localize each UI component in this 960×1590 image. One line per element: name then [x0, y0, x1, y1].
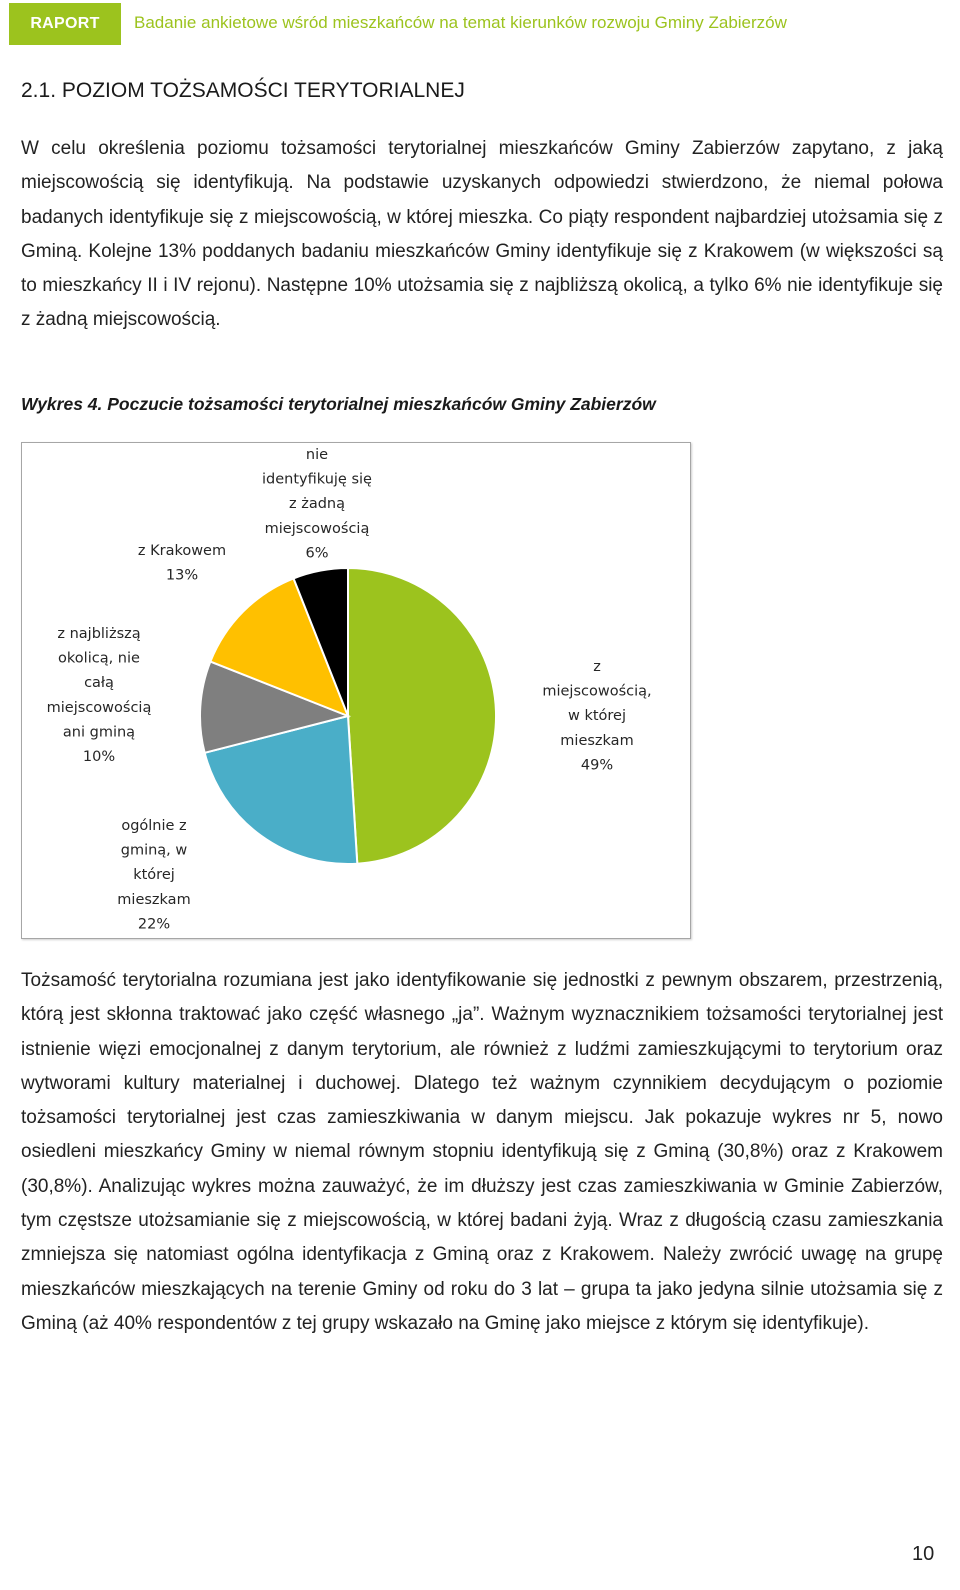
- pie-slice: [348, 568, 496, 864]
- page-number: 10: [912, 1543, 935, 1565]
- slice-label: nie identyfikuję się z żadną miejscowością 6%: [262, 447, 372, 562]
- pie-chart: [22, 443, 690, 938]
- report-header: [0, 0, 960, 46]
- slice-label: z Krakowem 13%: [137, 543, 227, 584]
- section-heading: 2.1. POZIOM TOŻSAMOŚCI TERYTORIALNEJ: [21, 79, 465, 102]
- pie-chart-frame: [21, 442, 691, 939]
- slice-label: ogólnie z gminą, w której mieszkam 22%: [117, 818, 191, 933]
- slice-label: z najbliższą okolicą, nie całą miejscowością ani gminą 10%: [46, 626, 152, 765]
- report-title: Badanie ankietowe wśród mieszkańców na temat kierunków rozwoju Gminy Zabierzów: [134, 13, 787, 32]
- report-badge: RAPORT: [9, 3, 121, 45]
- intro-paragraph: W celu określenia poziomu tożsamości terytorialnej mieszkańców Gminy Zabierzów zapytano, z jaką miejscowością się identyfikują. Na podstawie uzyskanych odpowiedzi stwierdzono, że niemal połowa badanych identyfikuje się z miejscowością, w której mieszka. Co piąty respondent najbardziej utożsamia się z Gminą. Kolejne 13% poddanych badaniu mieszkańców Gminy identyfikuje się z Krakowem (w większości są to mieszkańcy II i IV rejonu). Następne 10% utożsamia się z najbliższą okolicą, a tylko 6% nie identyfikuje się z żadną miejscowością.: [21, 138, 943, 331]
- body-paragraph: Tożsamość terytorialna rozumiana jest jako identyfikowanie się jednostki z pewnym obszarem, przestrzenią, którą jest skłonna traktować jako część własnego „ja”. Ważnym wyznacznikiem tożsamości terytorialnej jest istnienie więzi emocjonalnej z danym terytorium, ale również z ludźmi zamieszkującymi to terytorium oraz wytworami kultury materialnej i duchowej. Dlatego też ważnym czynnikiem decydującym o poziomie tożsamości terytorialnej jest czas zamieszkiwania w danym miejscu. Jak pokazuje wykres nr 5, nowo osiedleni mieszkańcy Gminy w niemal równym stopniu identyfikują się z Gminą (30,8%) oraz z Krakowem (30,8%). Analizując wykres można zauważyć, że im dłuższy jest czas zamieszkiwania w Gminie Zabierzów, tym częstsze utożsamianie się z miejscowością, w której badani żyją. Wraz z długością czasu zamieszkania zmniejsza się natomiast ogólna identyfikacja z Gminą oraz z Krakowem. Należy zwrócić uwagę na grupę mieszkańców mieszkających na terenie Gminy od roku do 3 lat – grupa ta jako jedyna silnie utożsamia się z Gminą (aż 40% respondentów z tej grupy wskazało na Gminę jako miejsce z którym się identyfikuje).: [21, 970, 943, 1334]
- figure-caption: Wykres 4. Poczucie tożsamości terytorialnej mieszkańców Gminy Zabierzów: [21, 394, 656, 414]
- slice-label: z miejscowością, w której mieszkam 49%: [542, 659, 652, 774]
